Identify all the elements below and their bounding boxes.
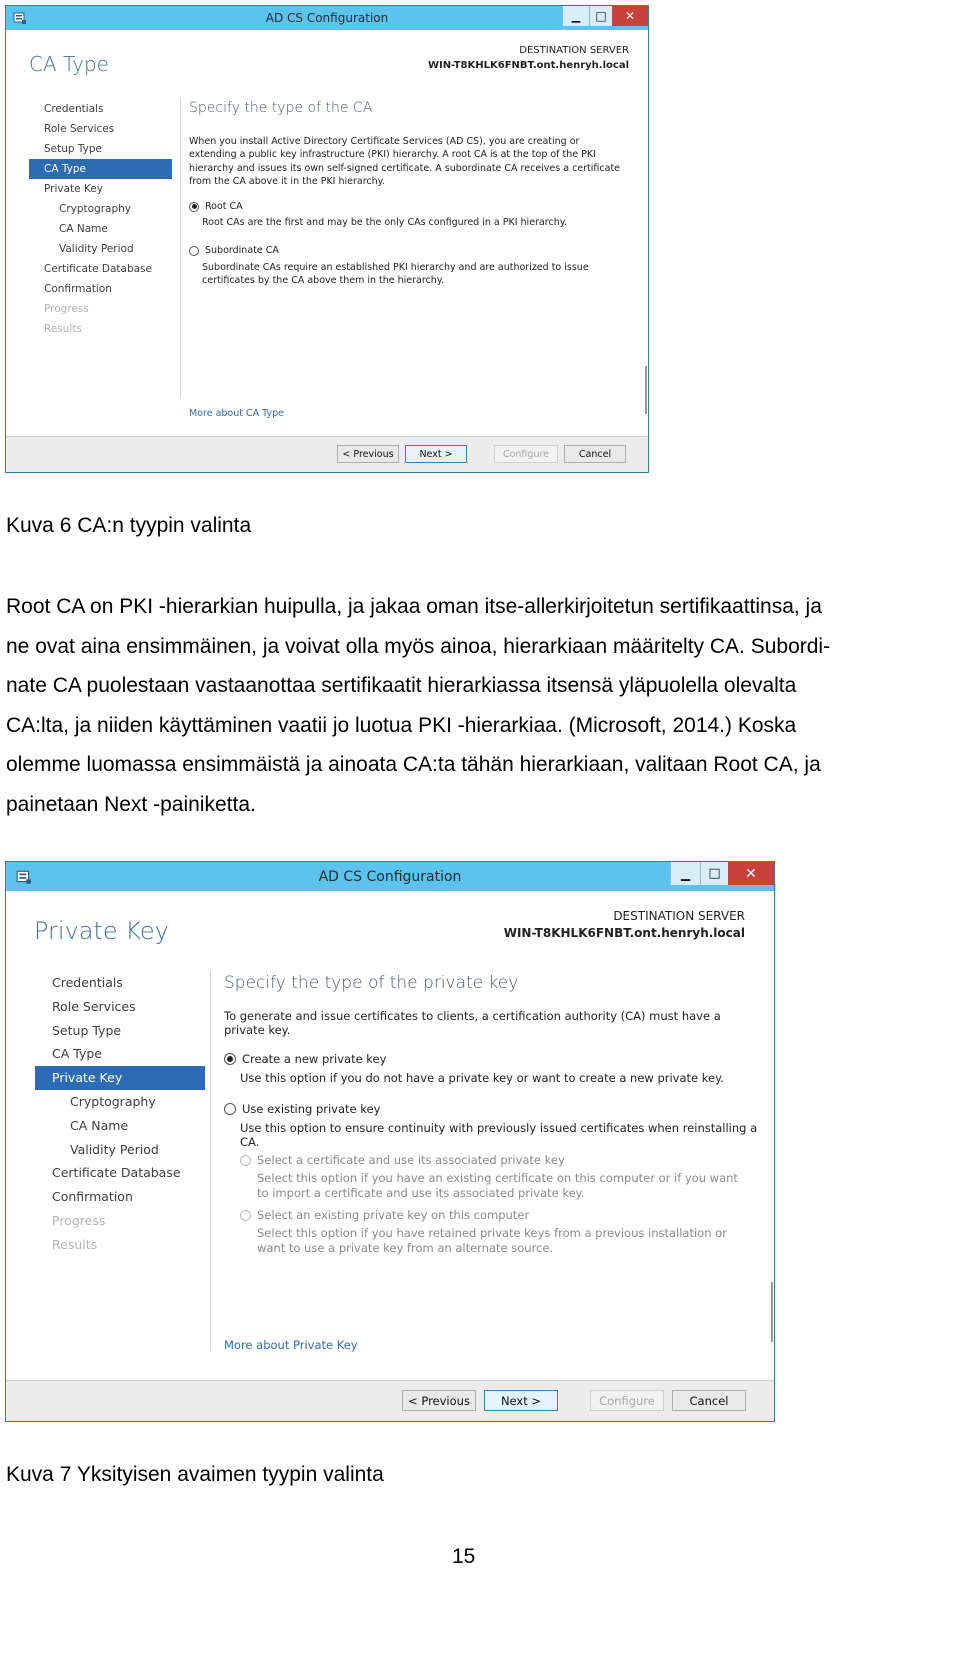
figure-caption-6: Kuva 6 CA:n tyypin valinta xyxy=(6,514,252,537)
destination-label: DESTINATION SERVER xyxy=(519,45,629,56)
window-title: AD CS Configuration xyxy=(318,869,462,885)
button-bar xyxy=(6,436,648,472)
paragraph-line: ne ovat aina ensimmäinen, ja voivat olla myös ainoa, hierarkiaan määritelty CA. Subordi- xyxy=(6,634,831,658)
nav-certificate-database[interactable]: Certificate Database xyxy=(52,1165,181,1181)
nav-ca-name[interactable]: CA Name xyxy=(70,1117,129,1133)
nav-divider xyxy=(180,98,181,398)
subordinate-ca-description: Subordinate CAs require an established PKI hierarchy and are authorized to issue certificates by the CA above them in the hierarchy. xyxy=(202,262,589,287)
nav-private-key[interactable]: Private Key xyxy=(35,1066,205,1090)
nav-confirmation[interactable]: Confirmation xyxy=(44,283,112,295)
cancel-button[interactable]: Cancel xyxy=(564,445,626,463)
wizard-content xyxy=(8,891,765,1380)
nav-results: Results xyxy=(52,1236,98,1252)
nav-progress: Progress xyxy=(52,1212,106,1228)
destination-server xyxy=(504,908,745,943)
main-panel xyxy=(189,100,634,287)
nav-divider xyxy=(210,971,211,1351)
minimize-icon: ▁ xyxy=(571,9,581,23)
nav-ca-name[interactable]: CA Name xyxy=(59,223,108,235)
maximize-button[interactable] xyxy=(700,862,728,885)
select-existing-key-radio xyxy=(240,1210,251,1221)
paragraph-line: CA:lta, ja niiden käyttäminen vaatii jo luotua PKI -hierarkiaa. (Microsoft, 2014.) Koska xyxy=(6,713,797,737)
wizard-nav xyxy=(29,99,172,339)
minimize-icon: ▁ xyxy=(680,866,691,881)
nav-certificate-database[interactable]: Certificate Database xyxy=(44,263,152,275)
destination-server-name: WIN-T8KHLK6FNBT.ont.henryh.local xyxy=(427,59,629,71)
configure-button: Configure xyxy=(590,1390,664,1411)
screenshot-private-key xyxy=(5,861,775,1422)
nav-ca-type[interactable]: CA Type xyxy=(29,159,172,179)
configure-button: Configure xyxy=(494,445,558,463)
option-select-certificate xyxy=(224,1153,764,1167)
nav-cryptography[interactable]: Cryptography xyxy=(70,1093,156,1109)
more-about-ca-type-link[interactable]: More about CA Type xyxy=(189,408,284,419)
destination-label: DESTINATION SERVER xyxy=(613,909,745,923)
window-ad-cs-configuration xyxy=(5,861,775,1422)
nav-cryptography[interactable]: Cryptography xyxy=(59,203,132,215)
maximize-icon: □ xyxy=(708,866,721,881)
nav-confirmation[interactable]: Confirmation xyxy=(52,1189,133,1205)
select-certificate-description: Select this option if you have an existing certificate on this computer or if you want to import a certificate and use its associated private key. xyxy=(257,1171,738,1200)
destination-server xyxy=(428,44,629,73)
minimize-button[interactable] xyxy=(562,6,589,26)
root-ca-radio[interactable] xyxy=(189,202,199,212)
paragraph-line: Root CA on PKI -hierarkian huipulla, ja jakaa oman itse-allerkirjoitetun sertifikaattinsa, ja xyxy=(6,595,822,618)
close-icon: ✕ xyxy=(624,9,636,23)
option-subordinate-ca[interactable] xyxy=(189,245,634,256)
option-use-existing-key[interactable] xyxy=(224,1102,764,1116)
paragraph-line: painetaan Next -painiketta. xyxy=(6,792,256,816)
nav-progress: Progress xyxy=(44,303,89,315)
subordinate-ca-radio[interactable] xyxy=(189,246,199,256)
background-window-edge xyxy=(645,366,647,414)
create-new-key-description: Use this option if you do not have a private key or want to create a new private key. xyxy=(240,1071,724,1085)
nav-role-services[interactable]: Role Services xyxy=(44,123,115,135)
next-button[interactable]: Next > xyxy=(484,1390,558,1411)
create-new-key-radio[interactable] xyxy=(224,1053,236,1065)
figure-caption-7: Kuva 7 Yksityisen avaimen tyypin valinta xyxy=(6,1463,384,1486)
subordinate-ca-label: Subordinate CA xyxy=(205,245,279,257)
cancel-button[interactable]: Cancel xyxy=(672,1390,746,1411)
select-certificate-label: Select a certificate and use its associated private key xyxy=(257,1153,565,1167)
root-ca-label: Root CA xyxy=(205,201,243,213)
previous-button[interactable]: < Previous xyxy=(402,1390,476,1411)
section-heading: Specify the type of the CA xyxy=(189,100,373,116)
previous-button[interactable]: < Previous xyxy=(337,445,399,463)
maximize-button[interactable] xyxy=(589,6,612,26)
page-title: CA Type xyxy=(29,52,109,76)
window-title: AD CS Configuration xyxy=(265,11,389,25)
option-create-new-key[interactable] xyxy=(224,1052,764,1066)
maximize-icon: □ xyxy=(595,9,607,23)
destination-server-name: WIN-T8KHLK6FNBT.ont.henryh.local xyxy=(503,926,745,941)
nav-role-services[interactable]: Role Services xyxy=(52,998,136,1014)
nav-private-key[interactable]: Private Key xyxy=(44,183,103,195)
next-button[interactable]: Next > xyxy=(405,445,467,463)
nav-ca-type[interactable]: CA Type xyxy=(52,1046,102,1062)
title-bar xyxy=(6,862,774,891)
nav-validity-period[interactable]: Validity Period xyxy=(70,1141,159,1157)
page-title: Private Key xyxy=(34,917,169,945)
nav-setup-type[interactable]: Setup Type xyxy=(52,1022,122,1038)
screenshot-ca-type xyxy=(5,5,649,473)
use-existing-key-label: Use existing private key xyxy=(242,1102,381,1116)
option-root-ca[interactable] xyxy=(189,201,634,212)
main-panel xyxy=(224,973,764,1256)
description-text: To generate and issue certificates to clients, a certification authority (CA) must have a private key. xyxy=(224,1009,721,1037)
button-bar xyxy=(6,1380,774,1421)
close-icon: ✕ xyxy=(745,865,757,882)
use-existing-key-radio[interactable] xyxy=(224,1103,236,1115)
body-paragraph xyxy=(6,587,830,825)
root-ca-description: Root CAs are the first and may be the only CAs configured in a PKI hierarchy. xyxy=(202,217,567,229)
nav-validity-period[interactable]: Validity Period xyxy=(59,243,134,255)
page-number: 15 xyxy=(452,1545,476,1568)
paragraph-line: nate CA puolestaan vastaanottaa sertifikaatit hierarkiassa itsensä yläpuolella olevalta xyxy=(6,674,797,698)
close-button[interactable] xyxy=(728,862,774,885)
more-about-private-key-link[interactable]: More about Private Key xyxy=(224,1338,358,1352)
paragraph-line: olemme luomassa ensimmäistä ja ainoata CA:ta tähän hierarkiaan, valitaan Root CA, ja xyxy=(6,753,821,777)
nav-results: Results xyxy=(44,323,82,335)
description-text: When you install Active Directory Certificate Services (AD CS), you are creating or extending a public key infrastructure (PKI) hierarchy. A root CA is at the top of the PKI hierarchy and issues its own self-signed certificate. A subordinate CA receives a certificate from the CA above it in the PKI hierarchy. xyxy=(189,136,621,187)
title-bar xyxy=(6,6,648,30)
option-select-existing-key xyxy=(224,1208,764,1222)
nav-credentials[interactable]: Credentials xyxy=(52,975,123,990)
window-ad-cs-configuration xyxy=(5,5,649,473)
create-new-key-label: Create a new private key xyxy=(242,1052,387,1066)
select-certificate-radio xyxy=(240,1155,251,1166)
close-button[interactable] xyxy=(612,6,648,26)
wizard-nav xyxy=(35,971,205,1257)
nav-credentials[interactable]: Credentials xyxy=(44,103,104,115)
select-existing-key-label: Select an existing private key on this computer xyxy=(257,1208,530,1222)
minimize-button[interactable] xyxy=(670,862,700,885)
section-heading: Specify the type of the private key xyxy=(224,973,519,993)
select-existing-key-description: Select this option if you have retained private keys from a previous installation or want to use a private key from an alternate source. xyxy=(257,1226,727,1255)
use-existing-key-description: Use this option to ensure continuity with previously issued certificates when reinstalling a CA. xyxy=(240,1121,758,1149)
wizard-content xyxy=(8,30,641,436)
nav-setup-type[interactable]: Setup Type xyxy=(44,143,103,155)
background-window-edge xyxy=(771,1282,773,1342)
